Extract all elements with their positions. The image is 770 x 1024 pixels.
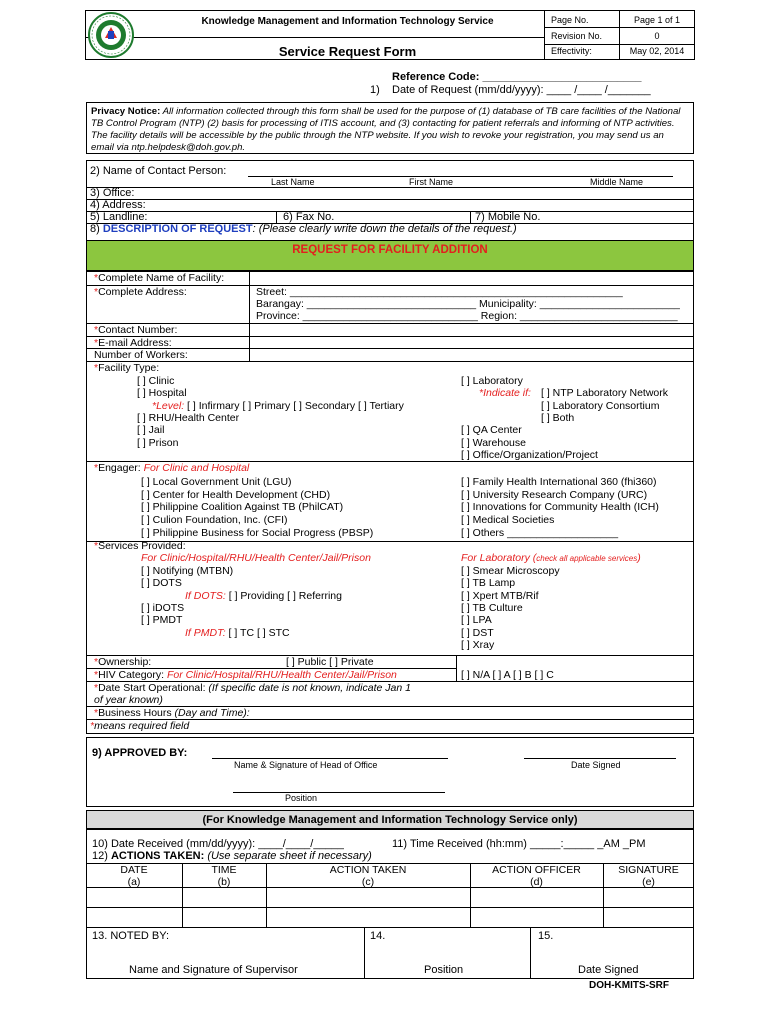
privacy-notice — [86, 102, 694, 154]
checkbox-xray[interactable]: [ ] Xray — [461, 639, 495, 651]
privacy-text: All information collected through this form shall be used for the purpose of (1) database of TB care facilities of the National TB Control Program (NTP) (2) basis for processing of ITIS account, and (3) contacting for patient referrals and informing of NTP activities. The facility details will be accessible by the public through the NTP website. If you wish to revoke your registration, you may send us an email via ntp.helpdesk@doh.gov.ph. — [91, 106, 681, 153]
address-field[interactable]: 4) Address: — [90, 199, 146, 211]
pmdt-options[interactable]: If PMDT: [ ] TC [ ] STC — [185, 627, 290, 639]
checkbox-rhu[interactable]: [ ] RHU/Health Center — [137, 412, 240, 424]
services-lab-hint: For Laboratory (check all applicable services) — [461, 552, 641, 564]
barangay-municipality-field[interactable]: Barangay: _____________________________ Municipality: ________________________ — [256, 298, 680, 310]
checkbox-clinic[interactable]: [ ] Clinic — [137, 375, 175, 387]
checkbox-engager-medical-societies[interactable]: [ ] Medical Societies — [461, 514, 555, 526]
checkbox-ntp-lab-network[interactable]: [ ] NTP Laboratory Network — [541, 387, 669, 399]
desc-num: 8) — [90, 223, 103, 235]
doh-seal-logo — [87, 11, 135, 59]
hiv-category-options[interactable]: [ ] N/A [ ] A [ ] B [ ] C — [461, 669, 554, 681]
landline-field[interactable]: 5) Landline: — [90, 211, 148, 223]
form-code: DOH-KMITS-SRF — [589, 980, 669, 991]
dots-options[interactable]: If DOTS: [ ] Providing [ ] Referring — [185, 590, 342, 602]
checkbox-hospital[interactable]: [ ] Hospital — [137, 387, 187, 399]
services-provided-label: *Services Provided: — [94, 540, 186, 552]
date-of-request[interactable]: Date of Request (mm/dd/yyyy): ____ /____ /_______ — [392, 84, 651, 96]
privacy-label: Privacy Notice: — [91, 106, 161, 117]
street-field[interactable]: Street: _________________________________________________________ — [256, 286, 623, 298]
date-signed-caption: Date Signed — [571, 760, 621, 770]
contact-number-label: *Contact Number: — [94, 324, 178, 336]
kmits-banner — [86, 810, 694, 829]
position-line[interactable] — [233, 792, 445, 793]
date-signed-caption-bottom: Date Signed — [578, 964, 639, 976]
checkbox-xpert[interactable]: [ ] Xpert MTB/Rif — [461, 590, 539, 602]
item-15-label: 15. — [538, 930, 554, 942]
position-caption: Position — [285, 793, 318, 803]
complete-address-label: *Complete Address: — [94, 286, 187, 298]
head-signature-caption: Name & Signature of Head of Office — [234, 760, 378, 770]
noted-by-label: 13. NOTED BY: — [92, 930, 170, 942]
facility-banner — [86, 240, 694, 271]
fax-field[interactable]: 6) Fax No. — [283, 211, 335, 223]
email-address-label: *E-mail Address: — [94, 337, 172, 349]
checkbox-engager-urc[interactable]: [ ] University Research Company (URC) — [461, 489, 648, 501]
col-signature-header: SIGNATURE (e) — [618, 864, 679, 888]
col-action-officer-header: ACTION OFFICER (d) — [492, 864, 581, 888]
checkbox-idots[interactable]: [ ] iDOTS — [141, 602, 185, 614]
supervisor-caption: Name and Signature of Supervisor — [129, 964, 298, 976]
office-field[interactable]: 3) Office: — [90, 187, 135, 199]
checkbox-engager-ich[interactable]: [ ] Innovations for Community Health (ICH) — [461, 501, 659, 513]
checkbox-warehouse[interactable]: [ ] Warehouse — [461, 437, 526, 449]
hospital-level-options[interactable]: *Level: [ ] Infirmary [ ] Primary [ ] Secondary [ ] Tertiary — [152, 400, 404, 412]
checkbox-engager-pbsp[interactable]: [ ] Philippine Business for Social Progress (PBSP) — [141, 527, 374, 539]
item-1-number: 1) — [370, 84, 380, 96]
province-region-field[interactable]: Province: ______________________________ Region: ___________________________ — [256, 310, 678, 322]
checkbox-engager-cfi[interactable]: [ ] Culion Foundation, Inc. (CFI) — [141, 514, 288, 526]
meta-revision-value: 0 — [654, 31, 660, 41]
checkbox-pmdt[interactable]: [ ] PMDT — [141, 614, 183, 626]
checkbox-qa-center[interactable]: [ ] QA Center — [461, 424, 522, 436]
complete-name-label: *Complete Name of Facility: — [94, 272, 225, 284]
date-received-field[interactable]: 10) Date Received (mm/dd/yyyy): ____/____/_____ — [92, 838, 344, 850]
form-title: Service Request Form — [278, 44, 417, 59]
description-of-request[interactable] — [90, 223, 517, 235]
kmits-banner-text: (For Knowledge Management and Information Technology Service only) — [202, 813, 578, 826]
meta-effectivity-label: Effectivity: — [551, 46, 592, 56]
hiv-category-label: *HIV Category: For Clinic/Hospital/RHU/Health Center/Jail/Prison — [94, 669, 397, 681]
mobile-field[interactable]: 7) Mobile No. — [475, 211, 541, 223]
checkbox-dst[interactable]: [ ] DST — [461, 627, 494, 639]
checkbox-smear-microscopy[interactable]: [ ] Smear Microscopy — [461, 565, 560, 577]
facility-banner-text: REQUEST FOR FACILITY ADDITION — [292, 244, 488, 256]
col-time-header: TIME (b) — [211, 864, 237, 888]
services-clinic-hint: For Clinic/Hospital/RHU/Health Center/Jail/Prison — [141, 552, 371, 564]
date-signed-line[interactable] — [524, 758, 676, 759]
actions-taken-label: 12) ACTIONS TAKEN: (Use separate sheet if necessary) — [92, 850, 372, 862]
col-date-header: DATE (a) — [120, 864, 148, 888]
checkbox-engager-fhi360[interactable]: [ ] Family Health International 360 (fhi360) — [461, 476, 657, 488]
desc-label: DESCRIPTION OF REQUEST — [102, 223, 253, 235]
first-name-caption: First Name — [409, 177, 454, 187]
number-of-workers-label: Number of Workers: — [94, 349, 188, 361]
required-note: *means required field — [90, 720, 190, 732]
checkbox-jail[interactable]: [ ] Jail — [137, 424, 165, 436]
position-caption-bottom: Position — [424, 964, 464, 976]
engager-label: *Engager: For Clinic and Hospital — [94, 462, 250, 474]
meta-effectivity-value: May 02, 2014 — [629, 46, 685, 56]
ownership-label: *Ownership: — [94, 656, 152, 668]
checkbox-engager-others[interactable]: [ ] Others ___________________ — [461, 527, 619, 539]
indicate-if-label: *Indicate if: — [479, 387, 531, 399]
checkbox-tb-culture[interactable]: [ ] TB Culture — [461, 602, 523, 614]
checkbox-engager-philcat[interactable]: [ ] Philippine Coalition Against TB (PhilCAT) — [141, 501, 344, 513]
checkbox-prison[interactable]: [ ] Prison — [137, 437, 179, 449]
approved-by-label: 9) APPROVED BY: — [92, 747, 188, 759]
date-start-label: *Date Start Operational: (If specific date is not known, indicate Jan 1 — [94, 682, 411, 694]
checkbox-engager-chd[interactable]: [ ] Center for Health Development (CHD) — [141, 489, 331, 501]
checkbox-notifying[interactable]: [ ] Notifying (MTBN) — [141, 565, 234, 577]
checkbox-lab-consortium[interactable]: [ ] Laboratory Consortium — [541, 400, 660, 412]
reference-code[interactable]: Reference Code: __________________________ — [392, 71, 642, 83]
date-start-hint-cont: of year known) — [94, 694, 163, 706]
ownership-options[interactable]: [ ] Public [ ] Private — [286, 656, 374, 668]
org-title: Knowledge Management and Information Technology Service — [201, 16, 494, 27]
meta-page-value: Page 1 of 1 — [633, 15, 681, 25]
last-name-caption: Last Name — [271, 177, 315, 187]
checkbox-lpa[interactable]: [ ] LPA — [461, 614, 492, 626]
middle-name-caption: Middle Name — [590, 177, 644, 187]
business-hours-label: *Business Hours (Day and Time): — [94, 707, 250, 719]
col-action-taken-header: ACTION TAKEN (c) — [329, 864, 407, 888]
checkbox-dots[interactable]: [ ] DOTS — [141, 577, 182, 589]
checkbox-engager-lgu[interactable]: [ ] Local Government Unit (LGU) — [141, 476, 292, 488]
checkbox-laboratory[interactable]: [ ] Laboratory — [461, 375, 523, 387]
time-received-field[interactable]: 11) Time Received (hh:mm) _____:_____ _AM _PM — [392, 838, 646, 850]
facility-type-label: *Facility Type: — [94, 362, 160, 374]
meta-page-label: Page No. — [551, 15, 589, 25]
checkbox-lab-both[interactable]: [ ] Both — [541, 412, 575, 424]
desc-hint: : (Please clearly write down the details of the request.) — [252, 223, 517, 235]
item-14-label: 14. — [370, 930, 386, 942]
head-signature-line[interactable] — [212, 758, 448, 759]
checkbox-tb-lamp[interactable]: [ ] TB Lamp — [461, 577, 516, 589]
contact-name-label: 2) Name of Contact Person: — [90, 165, 227, 177]
meta-revision-label: Revision No. — [551, 31, 603, 41]
checkbox-office-org-project[interactable]: [ ] Office/Organization/Project — [461, 449, 598, 461]
